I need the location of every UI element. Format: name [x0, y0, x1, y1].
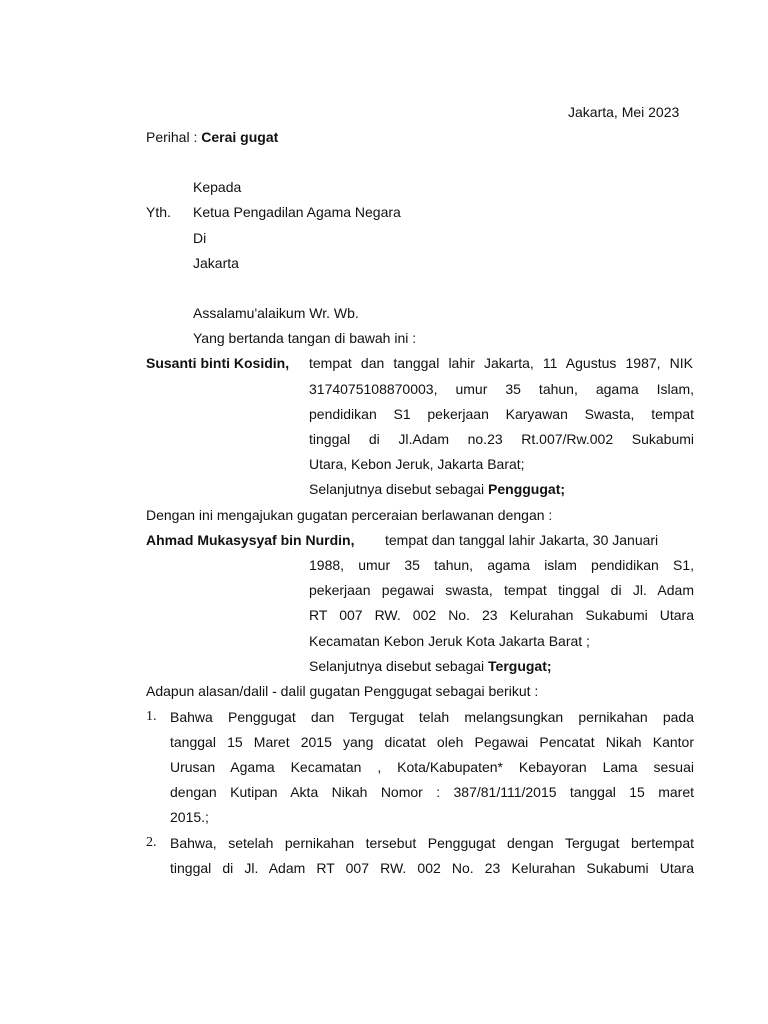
- plaintiff-line: tinggal di Jl.Adam no.23 Rt.007/Rw.002 Sukabumi: [309, 431, 694, 447]
- opening-intro: Yang bertanda tangan di bawah ini :: [193, 330, 417, 346]
- defendant-line: 1988, umur 35 tahun, agama islam pendidikan S1,: [309, 557, 694, 573]
- defendant-designation: [309, 657, 552, 675]
- reason-line: tinggal di Jl. Adam RT 007 RW. 002 No. 23 Kelurahan Sukabumi Utara: [170, 860, 694, 876]
- defendant-designation-term: Tergugat;: [488, 658, 552, 674]
- reason-line: Bahwa, setelah pernikahan tersebut Penggugat dengan Tergugat bertempat: [170, 835, 694, 851]
- perihal-label: Perihal :: [146, 129, 202, 145]
- reason-line: Bahwa Penggugat dan Tergugat telah melangsungkan pernikahan pada: [170, 709, 694, 725]
- plaintiff-designation-term: Penggugat;: [488, 481, 566, 497]
- addressee-city: Jakarta: [193, 255, 239, 271]
- reason-line: tanggal 15 Maret 2015 yang dicatat oleh Pegawai Pencatat Nikah Kantor: [170, 734, 694, 750]
- reason-number: 1.: [146, 709, 157, 724]
- plaintiff-line: pendidikan S1 pekerjaan Karyawan Swasta, tempat: [309, 406, 694, 422]
- reason-number: 2.: [146, 835, 157, 850]
- defendant-name: Ahmad Mukasysyaf bin Nurdin,: [146, 532, 355, 548]
- plaintiff-line: 3174075108870003, umur 35 tahun, agama Islam,: [309, 381, 694, 397]
- addressee-recipient: Ketua Pengadilan Agama Negara: [193, 204, 401, 220]
- defendant-line: tempat dan tanggal lahir Jakarta, 30 Januari: [385, 532, 659, 548]
- perihal-value: Cerai gugat: [201, 129, 279, 145]
- defendant-designation-prefix: Selanjutnya disebut sebagai: [309, 658, 489, 674]
- addressee-kepada: Kepada: [193, 179, 242, 195]
- defendant-line: Kecamatan Kebon Jeruk Kota Jakarta Barat ;: [309, 633, 590, 649]
- plaintiff-line: Utara, Kebon Jeruk, Jakarta Barat;: [309, 456, 525, 472]
- plaintiff-line: tempat dan tanggal lahir Jakarta, 11 Agustus 1987, NIK: [309, 355, 693, 371]
- transition-text: Dengan ini mengajukan gugatan perceraian berlawanan dengan :: [146, 507, 553, 523]
- greeting: Assalamu'alaikum Wr. Wb.: [193, 305, 359, 321]
- reason-line: 2015.;: [170, 809, 209, 825]
- defendant-line: RT 007 RW. 002 No. 23 Kelurahan Sukabumi Utara: [309, 607, 694, 623]
- place-date: Jakarta, Mei 2023: [568, 104, 680, 120]
- reasons-intro: Adapun alasan/dalil - dalil gugatan Penggugat sebagai berikut :: [146, 683, 539, 699]
- addressee-di: Di: [193, 230, 207, 246]
- reason-line: Urusan Agama Kecamatan , Kota/Kabupaten* Kebayoran Lama sesuai: [170, 759, 694, 775]
- perihal: [146, 128, 278, 146]
- defendant-line: pekerjaan pegawai swasta, tempat tinggal di Jl. Adam: [309, 582, 694, 598]
- addressee-yth: Yth.: [146, 204, 171, 220]
- plaintiff-name: Susanti binti Kosidin,: [146, 355, 290, 371]
- plaintiff-designation: [309, 480, 565, 498]
- plaintiff-designation-prefix: Selanjutnya disebut sebagai: [309, 481, 489, 497]
- reason-line: dengan Kutipan Akta Nikah Nomor : 387/81/111/2015 tanggal 15 maret: [170, 784, 694, 800]
